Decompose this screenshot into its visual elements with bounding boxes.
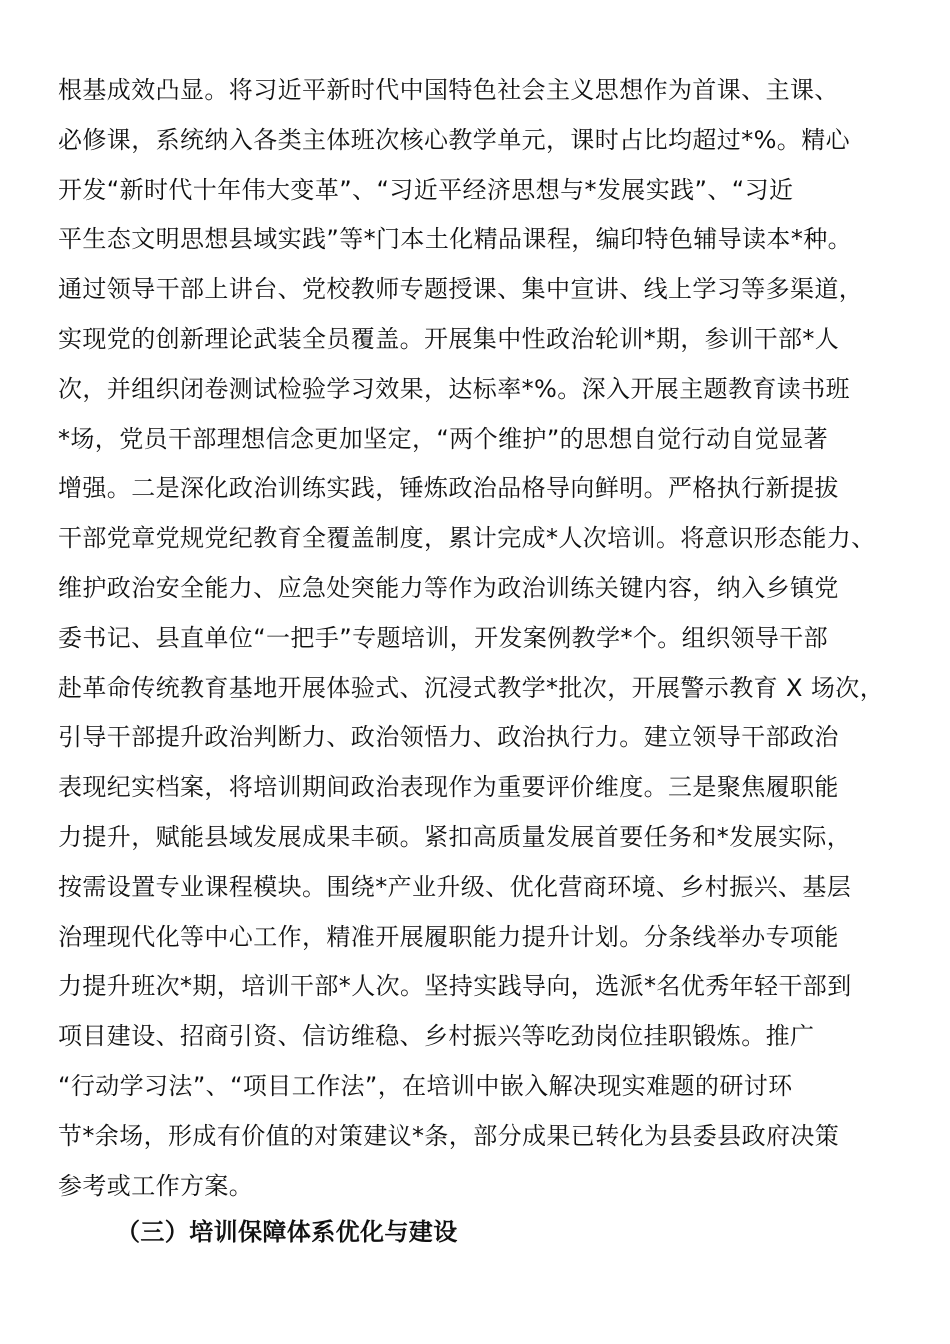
paragraph-line: 项目建设、招商引资、信访维稳、乡村振兴等吃劲岗位挂职锻炼。推广	[58, 1022, 815, 1051]
paragraph-line: 按需设置专业课程模块。围绕*产业升级、优化营商环境、乡村振兴、基层	[58, 872, 852, 901]
paragraph-line: 力提升，赋能县域发展成果丰硕。紧扣高质量发展首要任务和*发展实际，	[58, 822, 852, 851]
paragraph-line: 赴革命传统教育基地开展体验式、沉浸式教学*批次，开展警示教育 X 场次，	[58, 673, 885, 702]
paragraph-line: 次，并组织闭卷测试检验学习效果，达标率*%。深入开展主题教育读书班	[58, 374, 851, 403]
paragraph-line: 力提升班次*期，培训干部*人次。坚持实践导向，选派*名优秀年轻干部到	[58, 972, 852, 1001]
body-paragraph	[58, 68, 908, 1213]
paragraph-line: 表现纪实档案，将培训期间政治表现作为重要评价维度。三是聚焦履职能	[58, 773, 839, 802]
paragraph-line: 通过领导干部上讲台、党校教师专题授课、集中宣讲、线上学习等多渠道，	[58, 275, 864, 304]
paragraph-line: 节*余场，形成有价值的对策建议*条，部分成果已转化为县委县政府决策	[58, 1121, 840, 1150]
paragraph-line: 维护政治安全能力、应急处突能力等作为政治训练关键内容，纳入乡镇党	[58, 573, 839, 602]
paragraph-line: “行动学习法”、“项目工作法”，在培训中嵌入解决现实难题的研讨环	[58, 1071, 793, 1100]
section-heading: （三）培训保障体系优化与建设	[116, 1218, 458, 1246]
paragraph-line: 增强。二是深化政治训练实践，锤炼政治品格导向鲜明。严格执行新提拔	[58, 474, 839, 503]
paragraph-line: 必修课，系统纳入各类主体班次核心教学单元，课时占比均超过*%。精心	[58, 125, 851, 154]
paragraph-line: 参考或工作方案。	[58, 1171, 254, 1200]
paragraph-line: 实现党的创新理论武装全员覆盖。开展集中性政治轮训*期，参训干部*人	[58, 324, 840, 353]
paragraph-line: 治理现代化等中心工作，精准开展履职能力提升计划。分条线举办专项能	[58, 922, 839, 951]
paragraph-line: 干部党章党规党纪教育全覆盖制度，累计完成*人次培训。将意识形态能力、	[58, 524, 876, 553]
paragraph-line: 引导干部提升政治判断力、政治领悟力、政治执行力。建立领导干部政治	[58, 723, 839, 752]
paragraph-line: 根基成效凸显。将习近平新时代中国特色社会主义思想作为首课、主课、	[58, 76, 839, 104]
paragraph-line: 平生态文明思想县域实践”等*门本土化精品课程，编印特色辅导读本*种。	[58, 225, 853, 254]
paragraph-line: 开发“新时代十年伟大变革”、“习近平经济思想与*发展实践”、“习近	[58, 175, 794, 204]
paragraph-line: *场，党员干部理想信念更加坚定，“两个维护”的思想自觉行动自觉显著	[58, 424, 829, 453]
paragraph-line: 委书记、县直单位“一把手”专题培训，开发案例教学*个。组织领导干部	[58, 623, 829, 652]
